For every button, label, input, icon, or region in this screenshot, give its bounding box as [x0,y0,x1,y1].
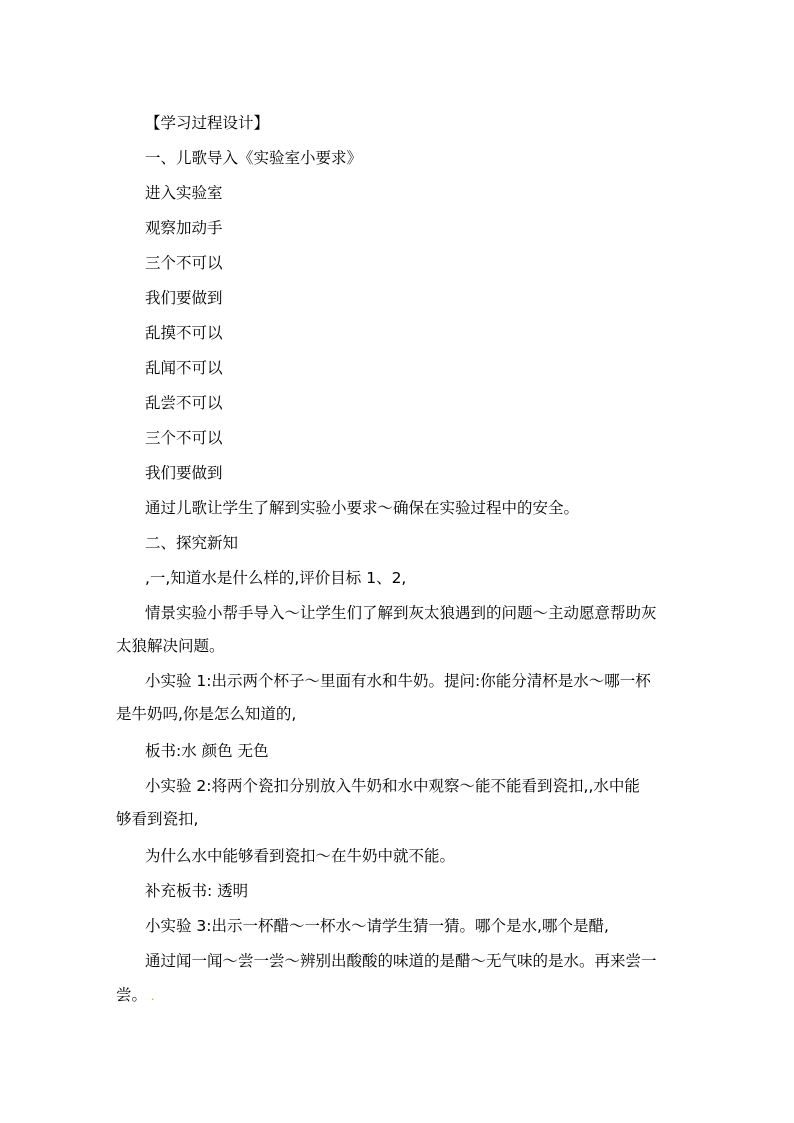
experiment-3-line: 小实验 3:出示一杯醋～一杯水～请学生猜一猜。哪个是水,哪个是醋, [145,917,609,935]
question-line: 为什么水中能够看到瓷扣～在牛奶中就不能。 [145,847,456,865]
section-2-title: 二、探究新知 [145,534,239,552]
blackboard-note-1: 板书:水 颜色 无色 [145,742,269,760]
poem-line: 进入实验室 [145,184,223,202]
poem-line: 三个不可以 [145,254,223,272]
section-heading: 【学习过程设计】 [145,114,270,132]
poem-line: 乱摸不可以 [145,324,223,342]
poem-line: 三个不可以 [145,429,223,447]
experiment-2-line: 够看到瓷扣, [116,810,199,828]
subsection-1-title: ,一,知道水是什么样的,评价目标 1、2, [145,569,407,587]
blackboard-note-2: 补充板书: 透明 [145,882,249,900]
experiment-1-line: 是牛奶吗,你是怎么知道的, [116,705,297,723]
poem-summary: 通过儿歌让学生了解到实验小要求～确保在实验过程中的安全。 [145,499,580,517]
trailing-mark: . [151,990,155,1003]
experiment-2-line: 小实验 2:将两个瓷扣分别放入牛奶和水中观察～能不能看到瓷扣,,水中能 [145,777,640,795]
poem-line: 乱尝不可以 [145,394,223,412]
smell-taste-line: 通过闻一闻～尝一尝～辨别出酸酸的味道的是醋～无气味的是水。再来尝一 [145,952,657,970]
section-1-title: 一、儿歌导入《实验室小要求》 [145,149,363,167]
poem-line: 我们要做到 [145,464,223,482]
poem-line: 观察加动手 [145,219,223,237]
experiment-1-line: 小实验 1:出示两个杯子～里面有水和牛奶。提问:你能分清杯是水～哪一杯 [145,672,651,690]
smell-taste-text: 尝。 [116,986,148,1004]
smell-taste-line-end [116,985,155,1007]
intro-paragraph-line: 太狼解决问题。 [116,637,225,655]
intro-paragraph-line: 情景实验小帮手导入～让学生们了解到灰太狼遇到的问题～主动愿意帮助灰 [145,604,657,622]
poem-line: 我们要做到 [145,289,223,307]
poem-line: 乱闻不可以 [145,359,223,377]
